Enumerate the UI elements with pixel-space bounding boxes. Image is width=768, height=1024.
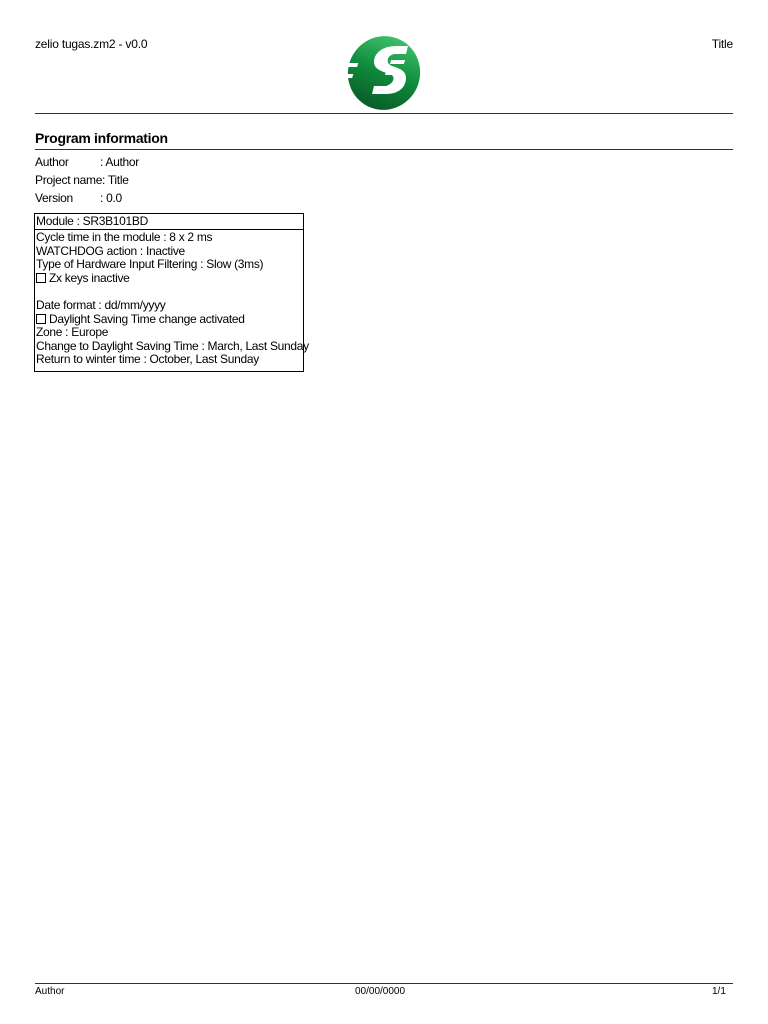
project-name-label: Project name bbox=[35, 173, 103, 187]
spacer bbox=[36, 285, 303, 299]
module-info-box bbox=[34, 213, 309, 372]
header-divider bbox=[35, 113, 733, 114]
version-label: Version bbox=[35, 191, 73, 205]
project-name-value: : Title bbox=[102, 173, 129, 187]
footer-right: 1/1 bbox=[712, 986, 726, 997]
document-right-title: Title bbox=[711, 37, 733, 51]
version-value: : 0.0 bbox=[100, 191, 122, 205]
footer-center: 00/00/0000 bbox=[355, 986, 406, 997]
zx-keys-row bbox=[36, 272, 303, 286]
watchdog-action: WATCHDOG action : Inactive bbox=[36, 243, 185, 258]
program-information-heading: Program information bbox=[35, 130, 168, 146]
dst-label: Daylight Saving Time change activated bbox=[49, 311, 245, 326]
date-format: Date format : dd/mm/yyyy bbox=[36, 297, 166, 312]
cycle-time: Cycle time in the module : 8 x 2 ms bbox=[36, 230, 213, 244]
schneider-zelio-logo-icon bbox=[344, 34, 424, 112]
dst-row bbox=[36, 313, 303, 327]
author-value: : Author bbox=[100, 155, 139, 169]
zone: Zone : Europe bbox=[36, 325, 109, 340]
dst-change: Change to Daylight Saving Time : March, Last Sunday bbox=[36, 338, 309, 353]
zx-keys-label: Zx keys inactive bbox=[49, 270, 130, 285]
document-file-title: zelio tugas.zm2 - v0.0 bbox=[35, 37, 148, 51]
module-details bbox=[35, 230, 309, 367]
module-title: Module : SR3B101BD bbox=[35, 214, 303, 230]
winter-return: Return to winter time : October, Last Sunday bbox=[36, 352, 259, 367]
section-divider bbox=[35, 149, 733, 150]
footer-left: Author bbox=[35, 986, 65, 997]
zx-keys-checkbox bbox=[36, 273, 46, 283]
dst-checkbox bbox=[36, 314, 46, 324]
input-filtering: Type of Hardware Input Filtering : Slow (3ms) bbox=[36, 257, 264, 272]
footer-divider bbox=[35, 983, 733, 984]
author-label: Author bbox=[35, 155, 69, 169]
